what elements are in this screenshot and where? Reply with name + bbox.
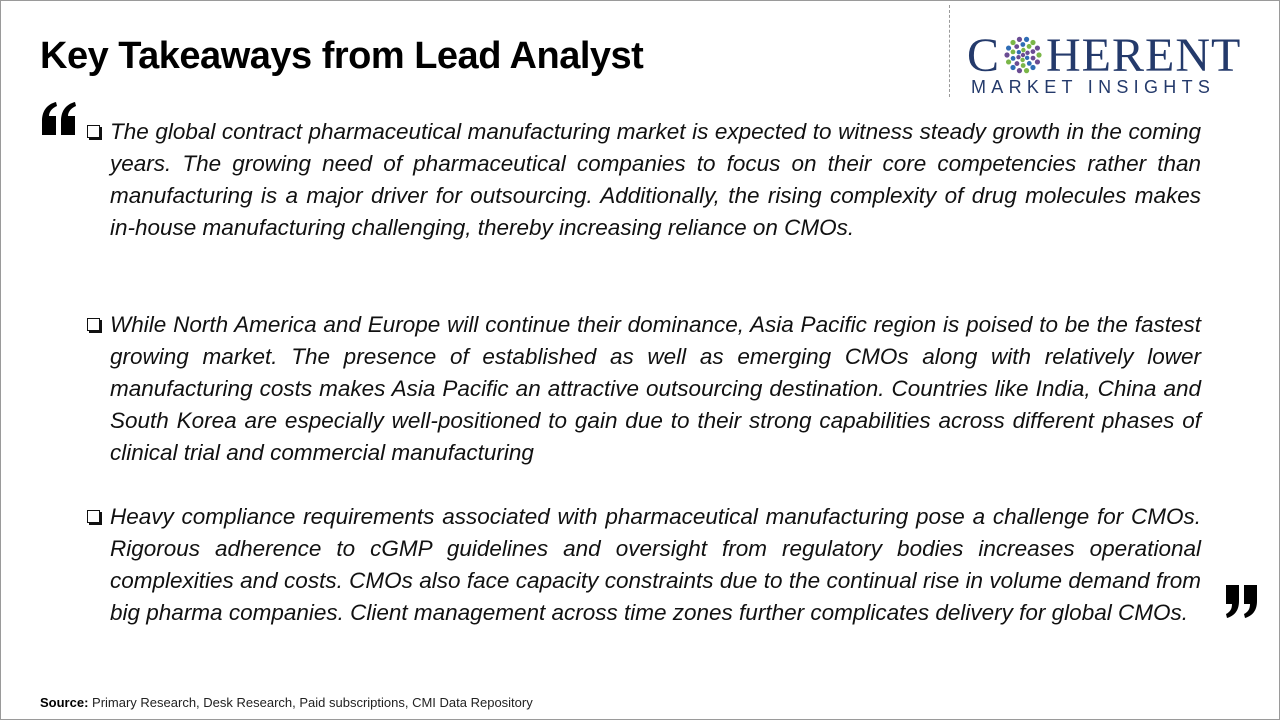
page-title: Key Takeaways from Lead Analyst bbox=[40, 35, 644, 77]
takeaway-item bbox=[87, 501, 1201, 629]
takeaway-text: While North America and Europe will continue their dominance, Asia Pacific region is poised to be the fastest growing market. The presence of established as well as emerging CMOs along with relatively lower manufacturing costs makes Asia Pacific an attractive outsourcing destination. Countries like India, China and South Korea are especially well-positioned to gain due to their strong capabilities across different phases of clinical trial and commercial manufacturing bbox=[110, 312, 1201, 465]
takeaway-text: Heavy compliance requirements associated with pharmaceutical manufacturing pose a challenge for CMOs. Rigorous adherence to cGMP guidelines and oversight from regulatory bodies increases operational complexities and costs. CMOs also face capacity constraints due to the continual rise in volume demand from big pharma companies. Client management across time zones further complicates delivery for global CMOs. bbox=[110, 504, 1201, 625]
logo-wordmark bbox=[967, 29, 1241, 81]
logo-word-end: HERENT bbox=[1046, 28, 1242, 82]
logo-dot-mark-icon bbox=[1003, 35, 1043, 75]
takeaway-item bbox=[87, 309, 1201, 469]
quote-close-icon bbox=[1224, 583, 1260, 619]
logo-divider bbox=[949, 5, 950, 97]
checkbox-bullet-icon bbox=[87, 318, 100, 331]
takeaway-item bbox=[87, 116, 1201, 244]
source-text: Primary Research, Desk Research, Paid subscriptions, CMI Data Repository bbox=[88, 695, 533, 710]
checkbox-bullet-icon bbox=[87, 125, 100, 138]
logo-tagline: MARKET INSIGHTS bbox=[971, 77, 1216, 97]
source-label: Source: bbox=[40, 695, 89, 710]
coherent-logo bbox=[967, 29, 1263, 103]
checkbox-bullet-icon bbox=[87, 510, 100, 523]
takeaway-text: The global contract pharmaceutical manufacturing market is expected to witness steady growth in the coming years. The growing need of pharmaceutical companies to focus on their core competencies rather than manufacturing is a major driver for outsourcing. Additionally, the rising complexity of drug molecules makes in-house manufacturing challenging, thereby increasing reliance on CMOs. bbox=[110, 119, 1201, 240]
logo-word-start: C bbox=[967, 28, 1001, 82]
source-note bbox=[40, 695, 533, 710]
quote-open-icon bbox=[40, 101, 78, 141]
